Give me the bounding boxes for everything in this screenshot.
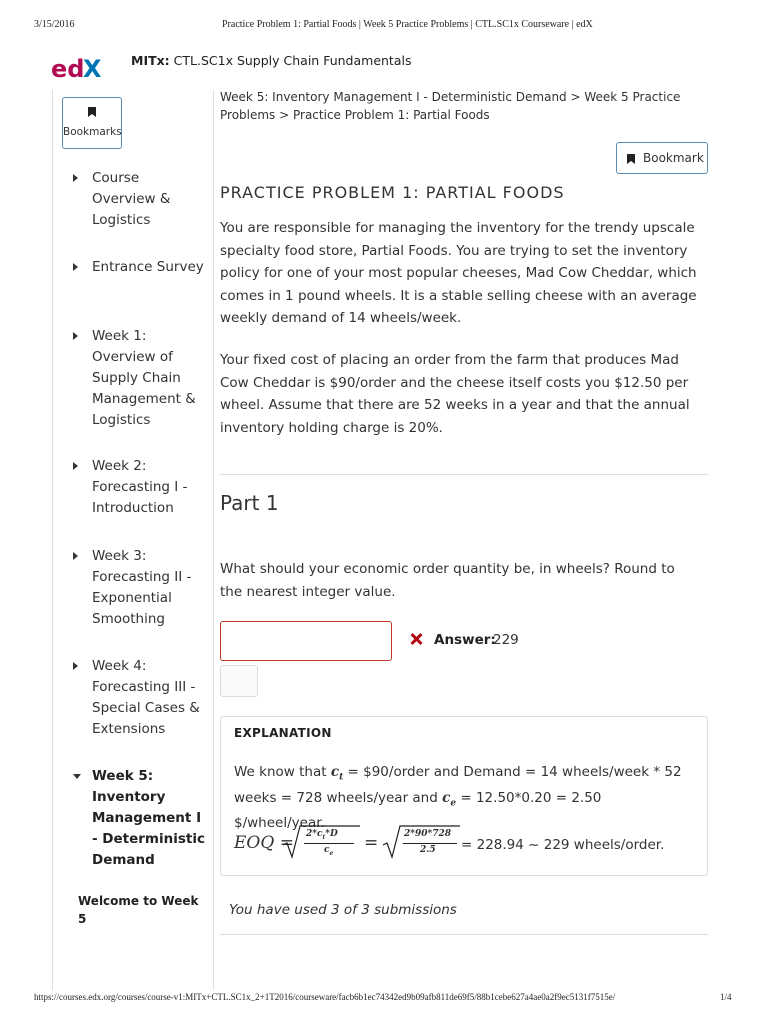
problem-paragraph-1: You are responsible for managing the inventory for the trendy upscale specialty food store, Partial Foods. You are trying to set the inventory policy for one of your most popular cheeses, Mad Cow Cheddar, which comes in 1 pound wheels. It is a stable selling cheese with an average weekly demand of 14 wheels/week. xyxy=(220,220,697,326)
divider xyxy=(220,934,708,935)
formula-denominator-2: 2.5 xyxy=(420,845,436,855)
sidebar-subitem-welcome-week-5[interactable]: Welcome to Week 5 xyxy=(78,894,199,926)
formula-den1-sub: e xyxy=(329,849,334,857)
sidebar-item-week-1[interactable] xyxy=(53,326,213,456)
bookmark-button-label: Bookmark xyxy=(643,151,704,165)
sidebar-item-label: Week 2: Forecasting I - Introduction xyxy=(92,458,188,516)
math-var-ct-base: c xyxy=(330,764,340,780)
fraction-bar xyxy=(304,843,354,844)
sidebar-item-label: Course Overview & Logistics xyxy=(92,170,171,228)
sidebar-item-course-overview[interactable] xyxy=(53,168,213,257)
question-text: What should your economic order quantity be, in wheels? Round to the nearest integer value. xyxy=(220,561,675,600)
chevron-right-icon xyxy=(73,462,78,470)
sidebar-item-label: Week 4: Forecasting III - Special Cases & Extensions xyxy=(92,658,200,737)
math-var-ct xyxy=(330,764,344,783)
eoq-label: EOQ = xyxy=(234,833,294,853)
sidebar-item-week-5[interactable] xyxy=(53,766,213,886)
eoq-result: = 228.94 ~ 229 wheels/order. xyxy=(461,837,665,853)
equals-sign: = xyxy=(364,833,379,853)
answer-input[interactable] xyxy=(220,621,392,661)
chevron-right-icon xyxy=(73,662,78,670)
submissions-count: You have used 3 of 3 submissions xyxy=(229,902,457,918)
answer-value: 229 xyxy=(493,632,519,648)
print-url: https://courses.edx.org/courses/course-v1:MITx+CTL.SC1x_2+1T2016/courseware/facb6b1ec74342ed9b09afb811de69f5/88b1cebe627a4ae0a2f9ec5131f7515e/ xyxy=(34,992,616,1002)
status-box xyxy=(220,665,258,697)
print-header xyxy=(0,0,768,30)
chevron-right-icon xyxy=(73,552,78,560)
sidebar-item-label: Week 3: Forecasting II - Exponential Smoothing xyxy=(92,548,192,627)
math-var-ct-sub: t xyxy=(339,772,344,783)
explanation-panel xyxy=(220,716,708,876)
explanation-text-a: We know that xyxy=(234,764,331,780)
print-page-number: 1/4 xyxy=(720,992,732,1002)
breadcrumb[interactable]: Week 5: Inventory Management I - Deterministic Demand > Week 5 Practice Problems > Practice Problem 1: Partial Foods xyxy=(220,90,681,122)
formula-numerator-1 xyxy=(306,829,338,841)
sidebar-item-label: Week 5: Inventory Management I - Deterministic Demand xyxy=(92,768,205,868)
course-sidebar xyxy=(52,90,214,990)
chevron-down-icon xyxy=(73,774,81,779)
course-name: CTL.SC1x Supply Chain Fundamentals xyxy=(169,53,412,68)
explanation-text-b: = $90/order and Demand = 14 wheels/week * 52 weeks = 728 wheels/year and xyxy=(234,764,682,806)
formula-numerator-2: 2*90*728 xyxy=(404,829,451,839)
explanation-text xyxy=(234,762,694,833)
sidebar-item-label: Entrance Survey xyxy=(92,259,204,275)
fraction-bar xyxy=(403,843,457,844)
incorrect-icon xyxy=(410,633,422,645)
explanation-text-c: = 12.50*0.20 = 2.50 $/wheel/year. xyxy=(234,789,602,832)
problem-title: PRACTICE PROBLEM 1: PARTIAL FOODS xyxy=(220,183,565,202)
formula-num1-head: 2*c xyxy=(306,829,323,839)
bookmark-button[interactable] xyxy=(616,142,708,174)
sqrt-expression-1 xyxy=(282,825,360,859)
sidebar-bookmarks-button[interactable] xyxy=(62,97,122,149)
svg-text:X: X xyxy=(83,55,102,82)
formula-denominator-1 xyxy=(324,845,333,857)
svg-text:ed: ed xyxy=(51,55,85,82)
print-title: Practice Problem 1: Partial Foods | Week 5 Practice Problems | CTL.SC1x Courseware | edX xyxy=(222,19,593,30)
sidebar-bookmarks-label: Bookmarks xyxy=(63,126,122,138)
bookmark-icon xyxy=(88,107,96,117)
formula-den1-head: c xyxy=(324,845,330,855)
math-var-ce-base: c xyxy=(442,789,451,806)
chevron-right-icon xyxy=(73,263,78,271)
course-title[interactable] xyxy=(131,53,411,68)
sidebar-item-week-2[interactable] xyxy=(53,456,213,546)
print-date: 3/15/2016 xyxy=(34,19,75,30)
sidebar-item-label: Week 1: Overview of Supply Chain Management & Logistics xyxy=(92,328,196,428)
main-content xyxy=(220,88,708,918)
math-var-ce xyxy=(442,789,457,809)
sidebar-item-entrance-survey[interactable] xyxy=(53,257,213,326)
bookmark-icon xyxy=(627,154,635,164)
math-var-ce-sub: e xyxy=(450,798,457,809)
sidebar-item-week-4[interactable] xyxy=(53,656,213,766)
chevron-right-icon xyxy=(73,174,78,182)
sidebar-item-week-3[interactable] xyxy=(53,546,213,656)
sqrt-expression-2 xyxy=(382,825,460,859)
formula-num1-sub: t xyxy=(322,833,326,841)
answer-label: Answer: xyxy=(434,632,496,648)
edx-logo[interactable] xyxy=(51,54,107,82)
part-title: Part 1 xyxy=(220,491,279,515)
eoq-formula xyxy=(234,825,704,865)
divider xyxy=(220,474,708,475)
problem-paragraph-2: Your fixed cost of placing an order from the farm that produces Mad Cow Cheddar is $90/order and the cheese itself costs you $12.50 per wheel. Assume that there are 52 weeks in a year and that the annual inventory holding charge is 20%. xyxy=(220,352,690,436)
chevron-right-icon xyxy=(73,332,78,340)
site-header xyxy=(0,45,768,90)
course-nav xyxy=(53,168,213,886)
course-org: MITx: xyxy=(131,53,170,68)
explanation-title: EXPLANATION xyxy=(234,726,332,740)
formula-num1-tail: *D xyxy=(325,829,338,839)
print-footer xyxy=(0,992,768,1012)
